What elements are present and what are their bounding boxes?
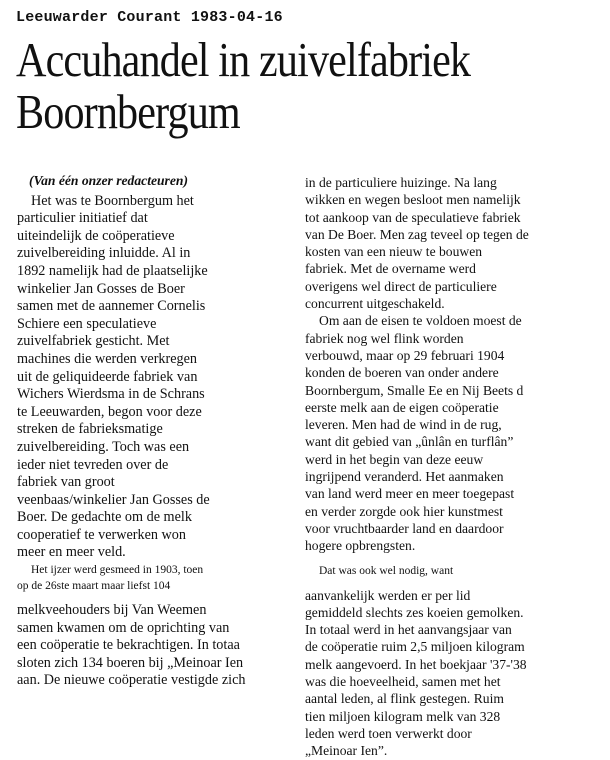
text-line: overigens wel direct de particuliere — [305, 278, 497, 294]
text-line: te Leeuwarden, begon voor deze — [17, 403, 202, 420]
text-line: verbouwd, maar op 29 februari 1904 — [305, 347, 505, 363]
paragraph-3 — [305, 174, 597, 312]
text-line: ieder niet tevreden over de — [17, 456, 169, 473]
text-line: aanvankelijk werden er per lid — [305, 587, 471, 603]
text-line: was die hoeveelheid, samen met het — [305, 674, 501, 690]
headline-line-2: Boornbergum — [16, 84, 240, 139]
text-line: Boer. De gedachte om de melk — [17, 509, 192, 526]
text-line: zuivelfabriek gesticht. Met — [17, 333, 170, 350]
text-line: Het ijzer werd gesmeed in 1903, toen — [31, 564, 204, 577]
text-line: „Meinoar Ien”. — [305, 743, 388, 759]
text-line: eerste melk aan de eigen coöperatie — [305, 399, 499, 415]
text-line: In totaal werd in het aanvangsjaar van — [305, 622, 512, 638]
text-line: particulier initiatief dat — [17, 210, 148, 227]
text-line: winkelier Jan Gosses de Boer — [17, 280, 185, 297]
text-line: in de particuliere huizinge. Na lang — [305, 175, 497, 190]
text-line: aantal leden, al flink gestegen. Ruim — [305, 691, 504, 707]
text-line: een coöperatie te bekrachtigen. In totaa — [17, 637, 240, 654]
text-line: van land werd meer en meer toegepast — [305, 486, 515, 502]
text-line: hogere opbrengsten. — [305, 538, 416, 554]
paragraph-5 — [305, 587, 597, 760]
text-line: uiteindelijk de coöperatieve — [17, 227, 175, 244]
text-line: Boornbergum, Smalle Ee en Nij Beets d — [305, 382, 524, 398]
paragraph-2 — [17, 602, 297, 690]
text-line: fabriek nog wel flink worden — [305, 330, 464, 346]
text-line: melkveehouders bij Van Weemen — [17, 602, 207, 619]
text-line: leveren. Men had de wind in de rug, — [305, 417, 502, 433]
text-line: Het was te Boornbergum het — [31, 192, 194, 209]
text-line: meer en meer veld. — [17, 544, 126, 561]
text-line: machines die werden verkregen — [17, 350, 198, 367]
text-line: werd in het begin van deze eeuw — [305, 451, 484, 467]
text-line: tien miljoen kilogram melk van 328 — [305, 708, 501, 724]
text-line: en verder zorgde ook hier kunstmest — [305, 503, 503, 519]
paragraph-5-intro — [305, 563, 597, 579]
text-line: de coöperatie ruim 2,5 miljoen kilogram — [305, 639, 525, 655]
byline: (Van één onzer redacteuren) — [29, 173, 188, 188]
text-line: fabriek van groot — [17, 474, 115, 491]
paragraph-2-intro — [17, 562, 297, 594]
text-line: 1892 namelijk had de plaatselijke — [17, 262, 208, 279]
text-line: tot aankoop van de speculatieve fabriek — [305, 209, 521, 225]
text-line: veenbaas/winkelier Jan Gosses de — [17, 491, 210, 508]
article-column-right — [305, 174, 597, 760]
text-line: streken de fabrieksmatige — [17, 421, 163, 438]
headline-line-1: Accuhandel in zuivelfabriek — [16, 32, 471, 87]
text-line: zuivelbereiding. Toch was een — [17, 438, 190, 455]
text-line: concurrent uitgeschakeld. — [305, 296, 445, 312]
article-headline — [16, 34, 523, 138]
text-line: Om aan de eisen te voldoen moest de — [319, 313, 522, 329]
paragraph-1 — [17, 193, 297, 562]
text-line: Schiere een speculatieve — [17, 315, 157, 332]
text-line: fabriek. Met de overname werd — [305, 261, 476, 277]
text-line: wikken en wegen besloot men namelijk — [305, 192, 521, 208]
text-line: konden de boeren van onder andere — [305, 365, 499, 381]
paragraph-4 — [305, 312, 597, 554]
text-line: Wichers Wierdsma in de Schrans — [17, 386, 205, 403]
text-line: Dat was ook wel nodig, want — [319, 564, 454, 577]
text-line: op de 26ste maart maar liefst 104 — [17, 580, 171, 593]
text-line: van De Boer. Men zag teveel op tegen de — [305, 226, 529, 242]
text-line: cooperatief te verwerken won — [17, 526, 186, 543]
text-line: kosten van een nieuw te bouwen — [305, 244, 483, 260]
text-line: samen met de aannemer Cornelis — [17, 298, 206, 315]
text-line: uit de geliquideerde fabriek van — [17, 368, 198, 385]
newspaper-source-label: Leeuwarder Courant 1983-04-16 — [16, 9, 283, 26]
article-column-left — [17, 172, 297, 690]
text-line: voor vruchtbaarder land en daardoor — [305, 520, 504, 536]
text-line: sloten zich 134 boeren bij „Meinoar Ien — [17, 654, 244, 671]
text-line: zuivelbereiding inluidde. Al in — [17, 245, 191, 262]
text-line: gemiddeld slechts zes koeien gemolken. — [305, 604, 524, 620]
text-line: melk aangevoerd. In het boekjaar '37-'38 — [305, 656, 527, 672]
text-line: samen kwamen om de oprichting van — [17, 619, 230, 636]
text-line: aan. De nieuwe coöperatie vestigde zich — [17, 672, 246, 689]
text-line: leden werd toen verwerkt door — [305, 725, 472, 741]
text-line: want dit gebied van „ûnlân en turflân” — [305, 434, 514, 450]
text-line: ingrijpend veranderd. Het aanmaken — [305, 469, 504, 485]
